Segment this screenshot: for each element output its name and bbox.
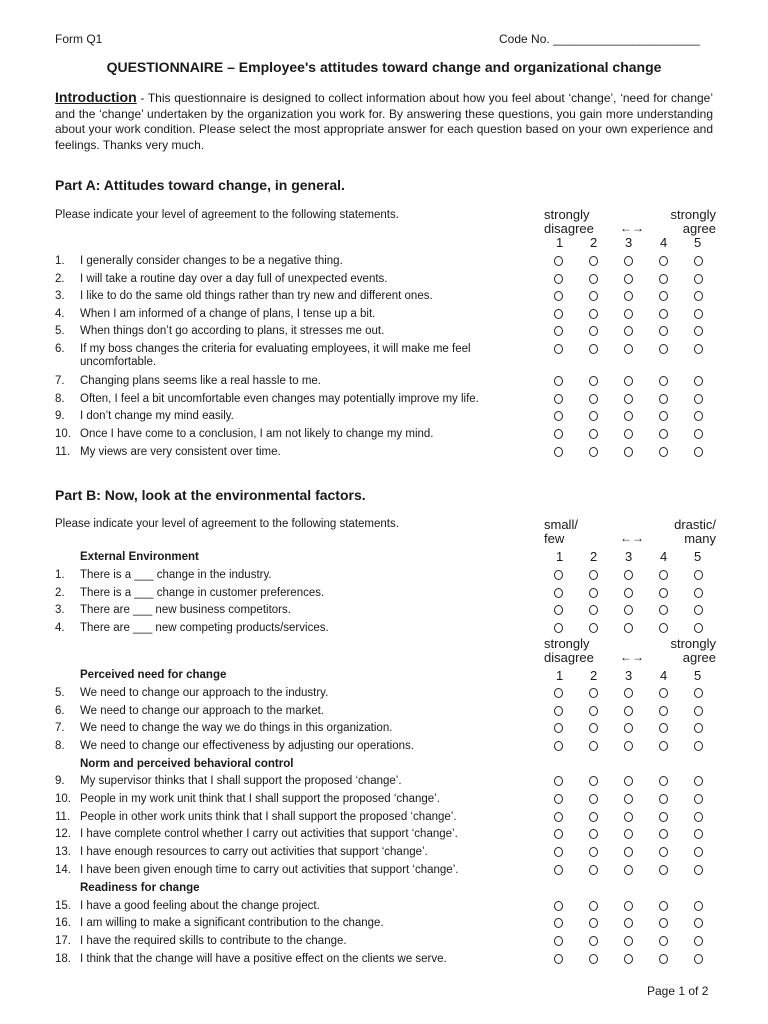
- rating-radio-3[interactable]: [624, 865, 633, 875]
- page-title: QUESTIONNAIRE – Employee's attitudes toward change and organizational change: [106, 59, 662, 75]
- rating-radio-3[interactable]: [624, 274, 633, 284]
- question-number: 9.: [55, 775, 65, 787]
- rating-radio-2[interactable]: [589, 394, 598, 404]
- rating-radio-1[interactable]: [554, 954, 563, 964]
- question-row: [55, 375, 715, 391]
- rating-radio-5[interactable]: [694, 688, 703, 698]
- question-text: Often, I feel a bit uncomfortable even changes may potentially improve my life.: [80, 393, 479, 405]
- question-number: 2.: [55, 587, 65, 599]
- rating-radio-1[interactable]: [554, 411, 563, 421]
- scale-left-bottom: few: [544, 531, 565, 546]
- rating-radio-2[interactable]: [589, 847, 598, 857]
- question-text: I have complete control whether I carry out activities that support ‘change’.: [80, 828, 458, 840]
- question-number: 4.: [55, 622, 65, 634]
- rating-radio-2[interactable]: [589, 429, 598, 439]
- rating-radio-2[interactable]: [589, 411, 598, 421]
- scale-number: 1: [556, 235, 564, 250]
- question-text: When I am informed of a change of plans, I tense up a bit.: [80, 308, 376, 320]
- question-row: [55, 290, 715, 306]
- rating-radio-4[interactable]: [659, 344, 668, 354]
- rating-radio-2[interactable]: [589, 588, 598, 598]
- rating-radio-1[interactable]: [554, 344, 563, 354]
- section-heading: Norm and perceived behavioral control: [80, 758, 294, 770]
- rating-radio-3[interactable]: [624, 344, 633, 354]
- rating-radio-2[interactable]: [589, 706, 598, 716]
- rating-radio-5[interactable]: [694, 812, 703, 822]
- section-heading: External Environment: [80, 551, 199, 563]
- rating-radio-4[interactable]: [659, 918, 668, 928]
- question-row: [55, 828, 715, 844]
- rating-radio-5[interactable]: [694, 344, 703, 354]
- rating-radio-4[interactable]: [659, 291, 668, 301]
- question-text: People in my work unit think that I shall support the proposed ‘change’.: [80, 793, 440, 805]
- scale-left-top: small/: [544, 517, 578, 532]
- rating-radio-2[interactable]: [589, 570, 598, 580]
- rating-radio-3[interactable]: [624, 588, 633, 598]
- rating-radio-1[interactable]: [554, 394, 563, 404]
- rating-radio-3[interactable]: [624, 723, 633, 733]
- rating-radio-1[interactable]: [554, 309, 563, 319]
- rating-radio-5[interactable]: [694, 706, 703, 716]
- question-text: I think that the change will have a positive effect on the clients we serve.: [80, 953, 447, 965]
- question-row: [55, 393, 715, 409]
- scale-number: 2: [590, 668, 598, 683]
- rating-radio-4[interactable]: [659, 688, 668, 698]
- rating-radio-3[interactable]: [624, 291, 633, 301]
- scale-right-top: strongly: [670, 207, 716, 222]
- rating-radio-1[interactable]: [554, 829, 563, 839]
- scale-left-top: strongly: [544, 207, 590, 222]
- rating-radio-5[interactable]: [694, 274, 703, 284]
- question-text: When things don’t go according to plans, it stresses me out.: [80, 325, 385, 337]
- rating-radio-5[interactable]: [694, 605, 703, 615]
- rating-radio-4[interactable]: [659, 794, 668, 804]
- rating-radio-2[interactable]: [589, 794, 598, 804]
- question-row: [55, 900, 715, 916]
- rating-radio-3[interactable]: [624, 256, 633, 266]
- rating-radio-2[interactable]: [589, 865, 598, 875]
- part-b-title: Part B: Now, look at the environmental factors.: [55, 487, 366, 503]
- question-row: [55, 705, 715, 721]
- question-row: [55, 569, 715, 585]
- rating-radio-4[interactable]: [659, 865, 668, 875]
- rating-radio-4[interactable]: [659, 256, 668, 266]
- rating-radio-4[interactable]: [659, 936, 668, 946]
- question-number: 11.: [55, 811, 71, 823]
- section-heading: Perceived need for change: [80, 669, 227, 681]
- scale-number: 5: [694, 235, 702, 250]
- rating-radio-4[interactable]: [659, 605, 668, 615]
- rating-radio-2[interactable]: [589, 291, 598, 301]
- rating-radio-5[interactable]: [694, 376, 703, 386]
- part-b-instruction: Please indicate your level of agreement to the following statements.: [55, 518, 399, 530]
- scale-number: 2: [590, 549, 598, 564]
- rating-radio-3[interactable]: [624, 812, 633, 822]
- rating-radio-3[interactable]: [624, 847, 633, 857]
- rating-radio-4[interactable]: [659, 741, 668, 751]
- rating-radio-3[interactable]: [624, 309, 633, 319]
- rating-radio-2[interactable]: [589, 274, 598, 284]
- question-number: 1.: [55, 255, 65, 267]
- rating-radio-4[interactable]: [659, 429, 668, 439]
- rating-radio-4[interactable]: [659, 447, 668, 457]
- question-row: [55, 255, 715, 271]
- question-number: 6.: [55, 705, 65, 717]
- rating-radio-3[interactable]: [624, 376, 633, 386]
- form-label: Form Q1: [55, 32, 103, 46]
- rating-radio-4[interactable]: [659, 376, 668, 386]
- question-row: [55, 428, 715, 444]
- scale-number: 5: [694, 549, 702, 564]
- rating-radio-4[interactable]: [659, 706, 668, 716]
- scale-arrows: ←→: [620, 221, 644, 235]
- question-number: 13.: [55, 846, 71, 858]
- rating-radio-2[interactable]: [589, 623, 598, 633]
- scale-number: 1: [556, 549, 564, 564]
- rating-radio-4[interactable]: [659, 570, 668, 580]
- rating-radio-5[interactable]: [694, 723, 703, 733]
- question-number: 2.: [55, 273, 65, 285]
- rating-radio-3[interactable]: [624, 605, 633, 615]
- scale-number: 3: [625, 235, 633, 250]
- rating-radio-5[interactable]: [694, 570, 703, 580]
- scale-number: 4: [660, 235, 668, 250]
- question-text: I like to do the same old things rather than try new and different ones.: [80, 290, 433, 302]
- question-row: [55, 935, 715, 951]
- rating-radio-5[interactable]: [694, 429, 703, 439]
- rating-radio-5[interactable]: [694, 741, 703, 751]
- question-text: There is a ___ change in the industry.: [80, 569, 272, 581]
- question-row: [55, 722, 715, 738]
- rating-radio-1[interactable]: [554, 256, 563, 266]
- rating-radio-3[interactable]: [624, 954, 633, 964]
- rating-radio-2[interactable]: [589, 918, 598, 928]
- rating-radio-5[interactable]: [694, 936, 703, 946]
- question-number: 9.: [55, 410, 65, 422]
- rating-radio-1[interactable]: [554, 723, 563, 733]
- question-text: I have a good feeling about the change project.: [80, 900, 320, 912]
- rating-radio-2[interactable]: [589, 326, 598, 336]
- rating-radio-5[interactable]: [694, 326, 703, 336]
- scale-number: 2: [590, 235, 598, 250]
- question-text: I have the required skills to contribute to the change.: [80, 935, 347, 947]
- rating-radio-1[interactable]: [554, 376, 563, 386]
- question-text: There are ___ new competing products/services.: [80, 622, 329, 634]
- rating-radio-5[interactable]: [694, 901, 703, 911]
- question-text: I don’t change my mind easily.: [80, 410, 234, 422]
- rating-radio-1[interactable]: [554, 688, 563, 698]
- rating-radio-3[interactable]: [624, 688, 633, 698]
- question-row: [55, 793, 715, 809]
- question-row: [55, 604, 715, 620]
- scale-right-bottom: many: [684, 531, 716, 546]
- rating-radio-1[interactable]: [554, 901, 563, 911]
- rating-radio-5[interactable]: [694, 954, 703, 964]
- question-number: 16.: [55, 917, 71, 929]
- scale-number: 5: [694, 668, 702, 683]
- question-number: 3.: [55, 290, 65, 302]
- question-number: 8.: [55, 393, 65, 405]
- rating-radio-2[interactable]: [589, 309, 598, 319]
- rating-radio-1[interactable]: [554, 706, 563, 716]
- introduction: [55, 90, 713, 153]
- rating-radio-1[interactable]: [554, 865, 563, 875]
- question-row: [55, 410, 715, 426]
- rating-radio-3[interactable]: [624, 776, 633, 786]
- question-row: [55, 308, 715, 324]
- rating-radio-4[interactable]: [659, 954, 668, 964]
- rating-radio-4[interactable]: [659, 829, 668, 839]
- rating-radio-3[interactable]: [624, 326, 633, 336]
- rating-radio-1[interactable]: [554, 794, 563, 804]
- rating-radio-2[interactable]: [589, 954, 598, 964]
- scale-number: 4: [660, 549, 668, 564]
- rating-radio-2[interactable]: [589, 936, 598, 946]
- question-row: [55, 953, 715, 969]
- rating-radio-3[interactable]: [624, 829, 633, 839]
- rating-radio-1[interactable]: [554, 447, 563, 457]
- rating-radio-1[interactable]: [554, 812, 563, 822]
- question-text: We need to change the way we do things in this organization.: [80, 722, 393, 734]
- question-row: [55, 811, 715, 827]
- rating-radio-4[interactable]: [659, 901, 668, 911]
- scale-right-bottom: agree: [682, 221, 716, 236]
- rating-radio-1[interactable]: [554, 291, 563, 301]
- scale-right-top: strongly: [670, 636, 716, 651]
- question-text: People in other work units think that I shall support the proposed ‘change’.: [80, 811, 457, 823]
- rating-radio-2[interactable]: [589, 256, 598, 266]
- rating-radio-1[interactable]: [554, 741, 563, 751]
- question-text: I generally consider changes to be a negative thing.: [80, 255, 343, 267]
- rating-radio-4[interactable]: [659, 588, 668, 598]
- question-number: 10.: [55, 428, 71, 440]
- question-number: 7.: [55, 375, 65, 387]
- rating-radio-5[interactable]: [694, 447, 703, 457]
- question-number: 12.: [55, 828, 71, 840]
- rating-radio-1[interactable]: [554, 776, 563, 786]
- question-text: There are ___ new business competitors.: [80, 604, 291, 616]
- scale-arrows: ←→: [620, 650, 644, 664]
- question-row: [55, 917, 715, 933]
- rating-radio-1[interactable]: [554, 918, 563, 928]
- rating-radio-2[interactable]: [589, 901, 598, 911]
- question-text: My views are very consistent over time.: [80, 446, 281, 458]
- rating-radio-2[interactable]: [589, 776, 598, 786]
- question-row: [55, 864, 715, 880]
- question-row: [55, 587, 715, 603]
- rating-radio-3[interactable]: [624, 411, 633, 421]
- rating-radio-1[interactable]: [554, 570, 563, 580]
- question-row: [55, 687, 715, 703]
- question-number: 11.: [55, 446, 71, 458]
- question-number: 5.: [55, 687, 65, 699]
- question-row: [55, 343, 715, 368]
- question-text: We need to change our approach to the industry.: [80, 687, 329, 699]
- question-row: [55, 446, 715, 462]
- rating-radio-3[interactable]: [624, 447, 633, 457]
- scale-right-top: drastic/: [674, 517, 716, 532]
- rating-radio-3[interactable]: [624, 623, 633, 633]
- introduction-heading: Introduction: [55, 89, 137, 105]
- rating-radio-4[interactable]: [659, 394, 668, 404]
- question-text: My supervisor thinks that I shall support the proposed ‘change’.: [80, 775, 402, 787]
- question-number: 18.: [55, 953, 71, 965]
- part-a-title: Part A: Attitudes toward change, in general.: [55, 177, 345, 193]
- page-number: Page 1 of 2: [647, 984, 709, 998]
- rating-radio-3[interactable]: [624, 936, 633, 946]
- rating-radio-5[interactable]: [694, 918, 703, 928]
- rating-radio-2[interactable]: [589, 688, 598, 698]
- rating-radio-5[interactable]: [694, 256, 703, 266]
- question-number: 6.: [55, 343, 65, 355]
- scale-number: 3: [625, 668, 633, 683]
- question-row: [55, 775, 715, 791]
- question-number: 15.: [55, 900, 71, 912]
- question-row: [55, 325, 715, 341]
- rating-radio-1[interactable]: [554, 936, 563, 946]
- question-number: 5.: [55, 325, 65, 337]
- question-number: 14.: [55, 864, 71, 876]
- rating-radio-4[interactable]: [659, 274, 668, 284]
- question-number: 1.: [55, 569, 65, 581]
- rating-radio-1[interactable]: [554, 326, 563, 336]
- rating-radio-5[interactable]: [694, 411, 703, 421]
- rating-radio-2[interactable]: [589, 605, 598, 615]
- scale-number: 3: [625, 549, 633, 564]
- rating-radio-1[interactable]: [554, 274, 563, 284]
- rating-radio-3[interactable]: [624, 706, 633, 716]
- rating-radio-2[interactable]: [589, 447, 598, 457]
- question-text: I have enough resources to carry out activities that support ‘change’.: [80, 846, 428, 858]
- rating-radio-3[interactable]: [624, 901, 633, 911]
- rating-radio-1[interactable]: [554, 847, 563, 857]
- question-text: Changing plans seems like a real hassle to me.: [80, 375, 321, 387]
- scale-left-bottom: disagree: [544, 650, 594, 665]
- scale-left-top: strongly: [544, 636, 590, 651]
- introduction-text: - This questionnaire is designed to collect information about how you feel about ‘change’, ‘need for change’ and the ‘change’ undertaken by the organization you work for. By answering these questions, you gain more understanding about your work condition. Please select the most appropriate answer for each question based on your own experience and feelings. Thanks very much.: [55, 91, 713, 152]
- question-text: I will take a routine day over a day full of unexpected events.: [80, 273, 388, 285]
- scale-number: 1: [556, 668, 564, 683]
- rating-radio-1[interactable]: [554, 429, 563, 439]
- rating-radio-2[interactable]: [589, 812, 598, 822]
- question-text: There is a ___ change in customer preferences.: [80, 587, 325, 599]
- rating-radio-4[interactable]: [659, 776, 668, 786]
- scale-arrows: ←→: [620, 531, 644, 545]
- rating-radio-4[interactable]: [659, 723, 668, 733]
- question-text: I have been given enough time to carry out activities that support ‘change’.: [80, 864, 459, 876]
- rating-radio-3[interactable]: [624, 918, 633, 928]
- question-number: 4.: [55, 308, 65, 320]
- question-text: We need to change our effectiveness by adjusting our operations.: [80, 740, 414, 752]
- rating-radio-2[interactable]: [589, 741, 598, 751]
- question-number: 3.: [55, 604, 65, 616]
- rating-radio-5[interactable]: [694, 623, 703, 633]
- rating-radio-3[interactable]: [624, 570, 633, 580]
- rating-radio-3[interactable]: [624, 394, 633, 404]
- rating-radio-4[interactable]: [659, 326, 668, 336]
- scale-right-bottom: agree: [682, 650, 716, 665]
- question-text: I am willing to make a significant contribution to the change.: [80, 917, 384, 929]
- question-text: We need to change our approach to the market.: [80, 705, 324, 717]
- rating-radio-2[interactable]: [589, 829, 598, 839]
- question-row: [55, 846, 715, 862]
- rating-radio-5[interactable]: [694, 394, 703, 404]
- rating-radio-3[interactable]: [624, 794, 633, 804]
- rating-radio-2[interactable]: [589, 723, 598, 733]
- rating-radio-5[interactable]: [694, 847, 703, 857]
- rating-radio-1[interactable]: [554, 605, 563, 615]
- question-text: Once I have come to a conclusion, I am not likely to change my mind.: [80, 428, 434, 440]
- rating-radio-5[interactable]: [694, 309, 703, 319]
- rating-radio-5[interactable]: [694, 588, 703, 598]
- question-row: [55, 740, 715, 756]
- rating-radio-2[interactable]: [589, 344, 598, 354]
- scale-left-bottom: disagree: [544, 221, 594, 236]
- rating-radio-3[interactable]: [624, 741, 633, 751]
- question-number: 10.: [55, 793, 71, 805]
- rating-radio-5[interactable]: [694, 776, 703, 786]
- rating-radio-4[interactable]: [659, 847, 668, 857]
- rating-radio-4[interactable]: [659, 411, 668, 421]
- rating-radio-5[interactable]: [694, 291, 703, 301]
- rating-radio-1[interactable]: [554, 623, 563, 633]
- rating-radio-5[interactable]: [694, 865, 703, 875]
- rating-radio-3[interactable]: [624, 429, 633, 439]
- question-row: [55, 273, 715, 289]
- question-number: 17.: [55, 935, 71, 947]
- question-text: If my boss changes the criteria for evaluating employees, it will make me feel uncomfortable.: [80, 343, 471, 368]
- rating-radio-2[interactable]: [589, 376, 598, 386]
- rating-radio-5[interactable]: [694, 794, 703, 804]
- scale-number: 4: [660, 668, 668, 683]
- rating-radio-5[interactable]: [694, 829, 703, 839]
- code-number-field[interactable]: Code No. ______________________: [499, 32, 700, 46]
- question-number: 7.: [55, 722, 65, 734]
- part-a-instruction: Please indicate your level of agreement to the following statements.: [55, 209, 399, 221]
- rating-radio-4[interactable]: [659, 812, 668, 822]
- rating-radio-4[interactable]: [659, 309, 668, 319]
- question-number: 8.: [55, 740, 65, 752]
- rating-radio-4[interactable]: [659, 623, 668, 633]
- section-heading: Readiness for change: [80, 882, 200, 894]
- rating-radio-1[interactable]: [554, 588, 563, 598]
